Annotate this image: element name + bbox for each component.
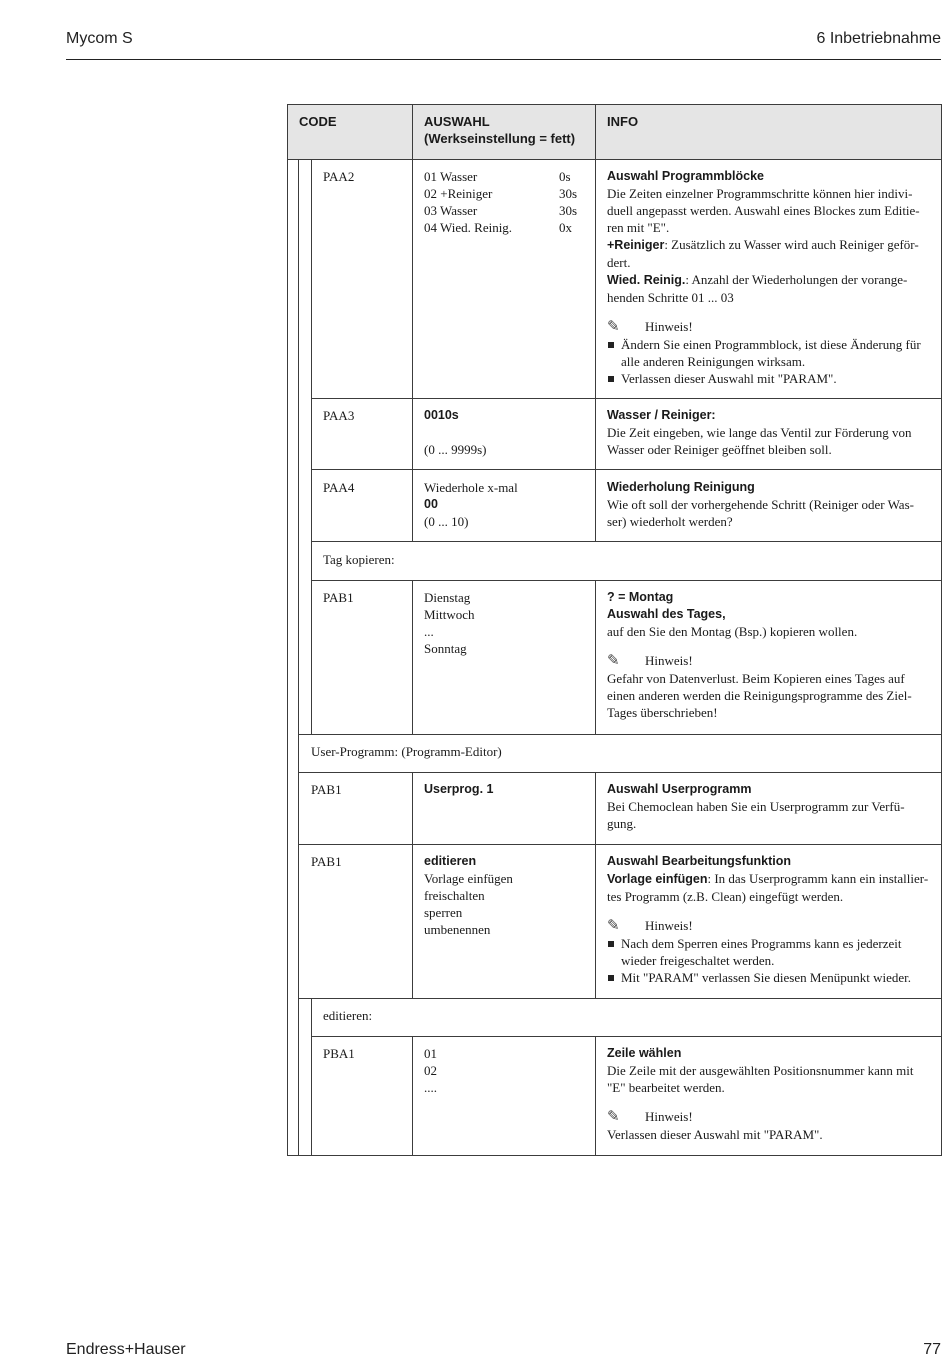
bullet-text: Ändern Sie einen Programmblock, ist diese Änderung für — [621, 337, 921, 352]
info-line: henden Schritte 01 ... 03 — [607, 290, 734, 305]
info-line: Die Zeit eingeben, wie lange das Ventil zur Förderung von — [607, 425, 912, 440]
page-number: 77 — [923, 1341, 941, 1358]
code-pab1-user: PAB1 — [311, 782, 342, 797]
row-rule-paa3 — [311, 398, 942, 399]
info-title: Auswahl Bearbeitungsfunktion — [607, 854, 792, 868]
info-line: Wie oft soll der vorhergehende Schritt (Reiniger oder Was- — [607, 497, 914, 512]
info-line: ren mit "E". — [607, 220, 670, 235]
choice-name: 01 Wasser — [424, 169, 478, 184]
choice-default: 00 — [424, 497, 438, 511]
bullet-item — [607, 336, 937, 370]
choice-label: Wiederhole x-mal — [424, 480, 518, 495]
col-sep-2-d — [595, 1036, 596, 1156]
pencil-icon: ✎ — [607, 319, 620, 335]
section-user-programm: User-Programm: (Programm-Editor) — [311, 744, 502, 759]
choice-row — [424, 168, 577, 185]
bullet-item: Verlassen dieser Auswahl mit "PARAM". — [607, 370, 937, 387]
table-header-rule — [287, 159, 942, 160]
col-sep-1-b — [412, 580, 413, 734]
row-rule-pab1-user — [298, 772, 942, 773]
running-header-title: Mycom S — [66, 30, 133, 47]
info-line: Die Zeiten einzelner Programmschritte können hier indivi- — [607, 186, 913, 201]
choice-item: freischalten — [424, 888, 485, 903]
row-rule-pba1 — [311, 1036, 942, 1037]
indent-line-2b — [311, 998, 312, 1156]
choice-item: Dienstag — [424, 590, 471, 605]
col-header-auswahl-line1: AUSWAHL — [424, 114, 490, 129]
indent-line-1 — [298, 159, 299, 1156]
row-rule-paa4 — [311, 469, 942, 470]
choice-default: editieren — [424, 854, 477, 868]
term-vorlage-text: : In das Userprogramm kann ein installier- — [707, 871, 929, 886]
col-header-code: CODE — [299, 114, 337, 129]
choices-pab1-edit — [424, 853, 513, 938]
choice-item: sperren — [424, 905, 463, 920]
col-header-auswahl — [424, 113, 575, 147]
term-wied-reinig: Wied. Reinig. — [607, 273, 686, 287]
choices-paa4 — [424, 479, 518, 530]
bullet-item — [607, 935, 937, 969]
code-paa2: PAA2 — [323, 169, 355, 184]
info-pab1-tag — [607, 589, 937, 721]
col-sep-1-a — [412, 104, 413, 541]
pencil-icon: ✎ — [607, 918, 620, 934]
info-title: Wasser / Reiniger: — [607, 408, 716, 422]
term-reiniger: +Reiniger — [607, 238, 665, 252]
row-rule-tag — [311, 541, 942, 542]
choice-item: 01 — [424, 1046, 437, 1061]
info-line — [607, 870, 937, 888]
info-title: Auswahl Programmblöcke — [607, 169, 764, 183]
table-border-bottom — [287, 1155, 942, 1156]
info-line: Die Zeile mit der ausgewählten Positionsnummer kann mit — [607, 1063, 914, 1078]
pencil-icon: ✎ — [607, 1109, 620, 1125]
info-line: gung. — [607, 816, 637, 831]
code-paa3: PAA3 — [323, 408, 355, 423]
info-title: Zeile wählen — [607, 1046, 682, 1060]
row-rule-user — [298, 734, 942, 735]
term-wied-text: : Anzahl der Wiederholungen der vorange- — [685, 272, 908, 287]
bullet-text: wieder freigeschaltet werden. — [621, 953, 775, 968]
row-rule-pab1-tag — [311, 580, 942, 581]
code-paa4: PAA4 — [323, 480, 355, 495]
note-heading — [607, 1108, 937, 1126]
bullet-item: Mit "PARAM" verlassen Sie diesen Menüpunkt wieder. — [607, 969, 937, 986]
col-header-info: INFO — [607, 114, 639, 129]
code-pab1-edit: PAB1 — [311, 854, 342, 869]
choice-value: 30s — [559, 203, 578, 218]
row-rule-editieren — [298, 998, 942, 999]
table-border-left — [287, 104, 288, 1156]
info-line: "E" bearbeitet werden. — [607, 1080, 725, 1095]
row-rule-pab1-edit — [298, 844, 942, 845]
term-reiniger-text: : Zusätzlich zu Wasser wird auch Reiniger geför- — [664, 237, 919, 252]
choice-name: 02 +Reiniger — [424, 186, 493, 201]
info-line: dert. — [607, 255, 631, 270]
choice-item: Sonntag — [424, 641, 467, 656]
choice-value: 30s — [559, 186, 578, 201]
info-title: Wiederholung Reinigung — [607, 480, 755, 494]
choice-item: 02 — [424, 1063, 437, 1078]
value-paa3: 0010s — [424, 408, 459, 422]
info-pba1 — [607, 1045, 937, 1143]
code-pab1-tag: PAB1 — [323, 590, 354, 605]
info-paa2 — [607, 168, 937, 387]
table-border-top — [287, 104, 942, 105]
col-sep-1-c — [412, 772, 413, 998]
section-tag-kopieren: Tag kopieren: — [323, 552, 395, 567]
running-header-chapter: 6 Inbetriebnahme — [816, 30, 941, 47]
col-sep-2-c — [595, 772, 596, 998]
info-line: ser) wiederholt werden? — [607, 514, 733, 529]
note-title: Hinweis! — [645, 319, 693, 334]
choice-value: 0x — [559, 220, 572, 235]
note-title: Hinweis! — [645, 918, 693, 933]
indent-line-2a — [311, 159, 312, 734]
section-editieren: editieren: — [323, 1008, 373, 1023]
note-title: Hinweis! — [645, 1109, 693, 1124]
info-title: Auswahl des Tages, — [607, 607, 726, 621]
choice-row — [424, 185, 577, 202]
choices-paa2 — [424, 168, 577, 236]
col-sep-1-d — [412, 1036, 413, 1156]
bullet-text: Nach dem Sperren eines Programms kann es jederzeit — [621, 936, 902, 951]
choice-item: Vorlage einfügen — [424, 871, 513, 886]
note-heading — [607, 652, 937, 670]
info-line: auf den Sie den Montag (Bsp.) kopieren wollen. — [607, 624, 858, 639]
note-line: Verlassen dieser Auswahl mit "PARAM". — [607, 1127, 823, 1142]
info-title: Auswahl Userprogramm — [607, 782, 752, 796]
info-line — [607, 236, 937, 254]
choice-item: Mittwoch — [424, 607, 475, 622]
note-line: einen anderen werden die Reinigungsprogramme des Ziel- — [607, 688, 912, 703]
info-line: duell angepasst werden. Auswahl eines Blockes zum Editie- — [607, 203, 920, 218]
choice-row — [424, 219, 577, 236]
footer-company: Endress+Hauser — [66, 1341, 186, 1358]
info-line: tes Programm (z.B. Clean) eingefügt werden. — [607, 889, 844, 904]
col-header-auswahl-line2: (Werkseinstellung = fett) — [424, 131, 576, 146]
note-title: Hinweis! — [645, 653, 693, 668]
info-paa3 — [607, 407, 937, 458]
bullet-text: alle anderen Reinigungen wirksam. — [621, 354, 806, 369]
info-paa4 — [607, 479, 937, 530]
value-pab1-user: Userprog. 1 — [424, 782, 494, 796]
choice-name: 03 Wasser — [424, 203, 478, 218]
choice-range: (0 ... 10) — [424, 514, 469, 529]
code-pba1: PBA1 — [323, 1046, 355, 1061]
choice-value: 0s — [559, 169, 571, 184]
choice-item: ... — [424, 624, 434, 639]
info-pab1-user — [607, 781, 937, 832]
choices-pab1-tag — [424, 589, 475, 657]
choice-row — [424, 202, 577, 219]
term-vorlage: Vorlage einfügen — [607, 872, 708, 886]
info-title: ? = Montag — [607, 590, 674, 604]
note-line: Gefahr von Datenverlust. Beim Kopieren eines Tages auf — [607, 671, 905, 686]
choice-item: umbenennen — [424, 922, 491, 937]
choice-item: .... — [424, 1080, 437, 1095]
note-heading — [607, 318, 937, 336]
note-heading — [607, 917, 937, 935]
col-sep-2-a — [595, 104, 596, 541]
range-paa3: (0 ... 9999s) — [424, 442, 487, 457]
info-line: Bei Chemoclean haben Sie ein Userprogramm zur Verfü- — [607, 799, 905, 814]
info-line — [607, 271, 937, 289]
choices-pba1 — [424, 1045, 437, 1096]
info-pab1-edit — [607, 853, 937, 986]
note-line: Tages überschrieben! — [607, 705, 718, 720]
choice-name: 04 Wied. Reinig. — [424, 220, 513, 235]
info-line: Wasser oder Reiniger geöffnet bleiben soll. — [607, 442, 832, 457]
pencil-icon: ✎ — [607, 653, 620, 669]
header-rule — [66, 59, 941, 60]
col-sep-2-b — [595, 580, 596, 734]
